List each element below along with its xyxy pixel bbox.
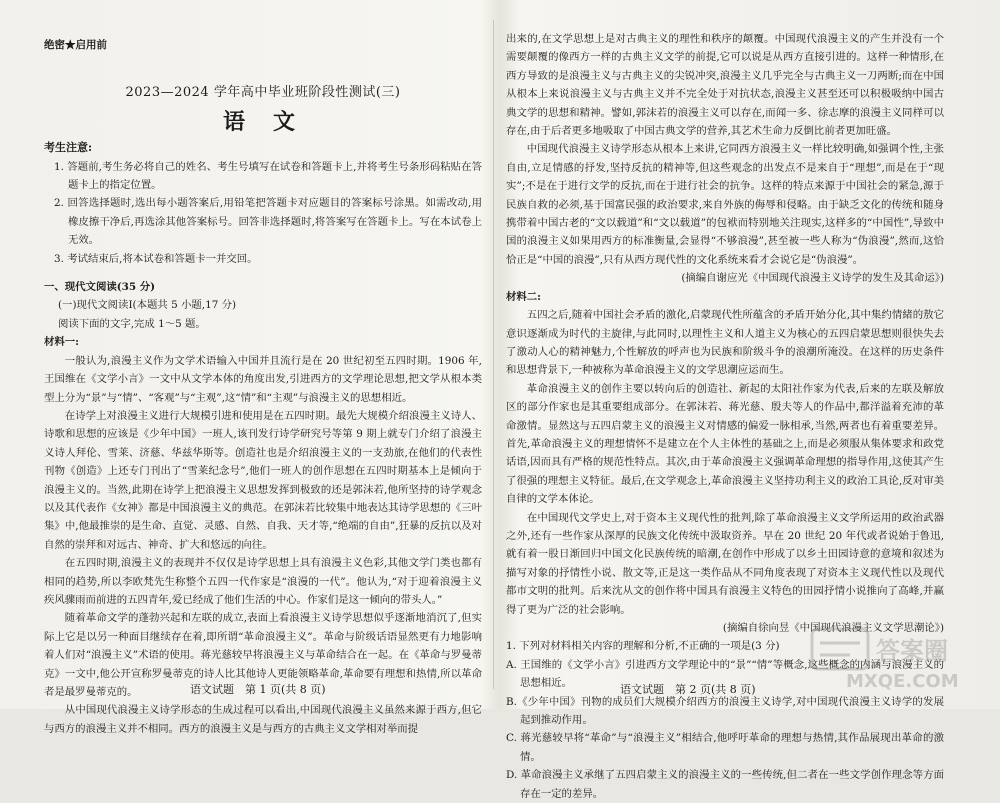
material-1-label: 材料一: <box>44 336 80 349</box>
material-2-label: 材料二: <box>506 290 542 303</box>
footer-page-2: 语文试题 第 2 页(共 8 页) <box>620 683 756 696</box>
question-1-option-d: D. 革命浪漫主义承继了五四启蒙主义的浪漫主义的一些传统,但二者在一些文学创作理念等方面存在一定的差异。 <box>506 769 944 800</box>
subject-title: 语文 <box>222 108 323 135</box>
body-paragraph: 出来的,在文学思想上是对古典主义的理性和秩序的颠覆。中国现代浪漫主义的产生并没有一个需要颠覆的像西方一样的古典主义文学的前提,它可以说是从西方直接引进的。这样一种情形,在西方导致的是浪漫主义与古典主义的尖锐冲突,浪漫主义几乎完全与古典主义一刀两断;而在中国从根本上来说浪漫主义与古典主义并不完全处于对抗状态,浪漫主义甚至还可以积极吸纳中国古典文学的思想和精神。譬如,郭沫若的浪漫主义可以存在,而闻一多、徐志摩的浪漫主义同样可以存在,由于后者更多地吸取了中国古典文学的营养,其艺术生命力反倒比前者更加旺盛。 <box>506 33 944 138</box>
note-item: 2. 回答选择题时,选出每小题答案后,用铅笔把答题卡对应题目的答案标号涂黑。如需改动,用橡皮擦干净后,再选涂其他答案标号。回答非选择题时,将答案写在答题卡上。写在本试卷上无效。 <box>54 197 482 247</box>
body-paragraph: 革命浪漫主义的创作主要以转向后的创造社、新起的太阳社作家为代表,后来的左联及解放区的部分作家也是其重要组成部分。在郭沫若、蒋光慈、殷夫等人的作品中,都洋溢着充沛的革命激情。显然这与五四启蒙主义的浪漫主义对情感的偏爱一脉相承,当然,两者也有着重要差异。首先,革命浪漫主义的理想情怀不是建立在个人主体性的基础之上,而是必须服从集体要求和政党话语,因而具有严格的规范性特点。其次,由于革命浪漫主义强调革命理想的指导作用,这使其产生了很强的理想主义特征。最后,在文学观念上,革命浪漫主义坚持功利主义的政治工具论,反对审美自律的文学本体论。 <box>506 382 944 506</box>
section-title: 一、现代文阅读(35 分) <box>44 281 156 294</box>
body-paragraph: 随着革命文学的蓬勃兴起和左联的成立,表面上看浪漫主义诗学思想似乎逐渐地消沉了,但实际上它是以另一种面目继续存在着,即所谓“革命浪漫主义”。革命与阶级话语显然更有力地影响着人们对“浪漫主义”术语的使用。蒋光慈较早将浪漫主义与革命结合在一起。在《革命与罗曼蒂克》一文中,他公开宣称罗曼蒂克的诗人比其他诗人更能领略革命,革命要有理想和热情,所以革命者是最罗曼蒂克的。 <box>44 612 482 698</box>
footer-page-1: 语文试题 第 1 页(共 8 页) <box>190 683 326 696</box>
watermark-logo-text: 答案圈 <box>876 637 948 665</box>
note-item: 1. 答题前,考生务必将自己的姓名、考生号填写在试卷和答题卡上,并将考生号条形码粘贴在答题卡上的指定位置。 <box>54 160 482 192</box>
body-paragraph: 五四之后,随着中国社会矛盾的激化,启蒙现代性所蕴含的矛盾开始分化,其中集约情緒的敖它意识逐渐成为时代的主旋律,与此同时,以理性主义和人道主义为核心的五四启蒙思想则很快失去了激动人心的精神魅力,个性解放的呼声也为民族和阶级斗争的浪潮所淹没。在这样的历史条件和思想背景下,一种被称为革命浪漫主义的文学思潮应运而生。 <box>506 309 944 377</box>
material-2-source: (摘编自徐向昱《中国现代浪漫主义文学思潮论》) <box>722 622 944 634</box>
body-paragraph: 在五四时期,浪漫主义的表现并不仅仅是诗学思想上具有浪漫主义色彩,其他文学门类也都有相同的趋势,所以李欧梵先生称整个五四一代作家是“浪漫的一代”。他认为,“对于迎着浪漫主义疾风骤雨而前进的五四青年,爱已经成了他们生活的中心。作家们是这一倾向的带头人。” <box>44 557 482 606</box>
notes-heading: 考生注意: <box>44 141 93 155</box>
body-paragraph: 从中国现代浪漫主义诗学形态的生成过程可以看出,中国现代浪漫主义虽然来源于西方,但它与西方的浪漫主义并不相同。西方的浪漫主义是与西方的古典主义文学相对举而提 <box>44 704 482 735</box>
body-paragraph: 在诗学上对浪漫主义进行大规模引进和使用是在五四时期。最先大规模介绍浪漫主义诗人、诗歌和思想的应该是《少年中国》一班人,该刊发行诗学研究号等第 9 期上就专门介绍了浪漫主义诗人拜伦、雪莱、济慈、华兹华斯等。创造社也是介绍浪漫主义的一支劲旅,在他们的代表性刊物《创造》上还专门刊出了“雪莱纪念号”,他们一班人的创作思想在五四时期基本上是倾向于浪漫主义的。当然,此期在诗学上把浪漫主义思想发挥到极致的还是郭沫若,他所坚持的诗学观念以及其代表作《女神》都是中国浪漫主义的典范。在郭沫若比较集中地表达其诗学思想的《三叶集》中,他最推崇的是生命、直觉、灵感、自然、自我、天才等,“绝端的自由”,狂暴的反抗以及对自然的崇拜和对远古、神奇、扩大和悠远的向往。 <box>44 409 482 551</box>
question-1-option-c: C. 蒋光慈较早将“革命”与“浪漫主义”相结合,他呼吁革命的理想与热情,其作品展现出革命的激情。 <box>506 732 944 763</box>
confidential-label: 绝密★启用前 <box>44 39 107 51</box>
question-1-option-b: B.《少年中国》刊物的成员们大规模介绍西方的浪漫主义诗学,对中国现代浪漫主义诗学的发展起到推动作用。 <box>506 695 944 727</box>
watermark-site-text: MXQE.COM <box>846 671 959 692</box>
watermark-logo-icon <box>806 623 986 693</box>
question-1-option-a: A. 王国维的《文学小言》引进西方文学理论中的“景”“情”等概念,这些概念的内涵与浪漫主义的思想相近。 <box>506 658 944 690</box>
page-gutter <box>493 20 494 689</box>
material-1-source: (摘编自谢应光《中国现代浪漫主义诗学的发生及其命运》) <box>681 272 944 285</box>
question-1-stem: 1. 下列对材料相关内容的理解和分析,不正确的一项是(3 分) <box>506 640 780 653</box>
subsection-title: (一)现代文阅读Ⅰ(本题共 5 小题,17 分) <box>58 299 237 312</box>
body-paragraph: 在中国现代文学史上,对于资本主义现代性的批判,除了革命浪漫主义文学所运用的政治武器之外,还有一些作家从深厚的民族文化传统中汲取资养。早在 20 世纪 20 年代或者说始于鲁迅,就有着一股日渐回归中国文化民族传统的暗潮,在创作中形成了以乡土田园诗意的意境和叙述为描写对象的抒情性小说、散文等,正是这一类作品从不同角度表现了对资本主义现代性以及现代都市文明的批判。后来沈从文的创作将中国具有浪漫主义特色的田园抒情小说推向了高峰,并赢得了更为广泛的社会影响。 <box>506 511 944 616</box>
note-item: 3. 考试结束后,将本试卷和答题卡一并交回。 <box>54 252 258 265</box>
exam-title: 2023—2024 学年高中毕业班阶段性测试(三) <box>125 85 401 101</box>
body-paragraph: 一般认为,浪漫主义作为文学术语输入中国并且流行是在 20 世纪初至五四时期。1906 年,王国维在《文学小言》一文中从文学本体的角度出发,引进西方的文学理论思想,把文学从根本类型上分为“景”与“情”、“客观”与“主观”,这“情”和“主观”与浪漫主义的思想相近。 <box>44 354 482 404</box>
body-paragraph: 中国现代浪漫主义诗学形态从根本上来讲,它同西方浪漫主义一样比较明确,如强调个性,主张自由,立足情感的抒发,坚持反抗的精神等,但这些观念的出发点不是来自于“理想”,而是在于“现实”;不是在于进行文学的反抗,而在于进行社会的抗争。这样的特点来源于中国社会的紧急,源于民族自救的必须,基于国富民强的政治要求,来自外族的侮辱和侵略。由于缺乏文化的传统和随身携带着中国古老的“文以载道”和“文以载道”的包袱而特别地关注现实,这样多的“中国性”,导致中国的浪漫主义如果用西方的标准衡量,会显得“不够浪漫”,甚至被一些人称为“伪浪漫”,然而,这恰恰正是“中国的浪漫”,只有从西方现代性的文化系统来看才会说它是“伪浪漫”。 <box>506 143 944 266</box>
reading-instruction: 阅读下面的文字,完成 1～5 题。 <box>58 317 206 330</box>
